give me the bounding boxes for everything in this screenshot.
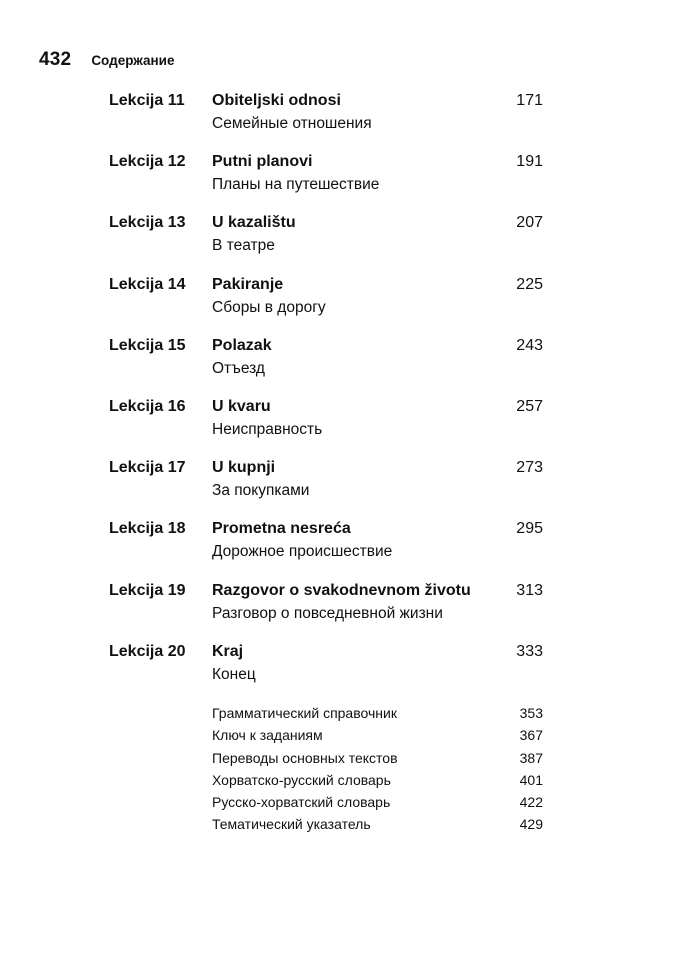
toc-entry-lesson-16[interactable] xyxy=(0,397,681,458)
toc-entry-russian-croatian-dictionary[interactable] xyxy=(0,793,681,815)
lesson-title: Razgovor o svakodnevnom životu xyxy=(212,581,471,599)
lesson-subtitle: Отъезд xyxy=(212,359,265,377)
toc-entry-lesson-15[interactable] xyxy=(0,336,681,397)
lesson-label: Lekcija 16 xyxy=(109,397,186,415)
lesson-title: Prometna nesreća xyxy=(212,520,351,538)
lesson-label: Lekcija 13 xyxy=(109,214,186,232)
lesson-subtitle: Конец xyxy=(212,665,256,683)
lesson-title: U kvaru xyxy=(212,397,271,415)
appendix-page-number: 367 xyxy=(519,727,543,744)
appendix-page-number: 429 xyxy=(519,816,543,833)
lesson-label: Lekcija 15 xyxy=(109,336,186,354)
lesson-page-number: 295 xyxy=(516,520,543,538)
lesson-title: Pakiranje xyxy=(212,275,284,293)
toc-entry-text-translations[interactable] xyxy=(0,749,681,771)
lesson-subtitle: Дорожное происшествие xyxy=(212,543,393,561)
lesson-page-number: 273 xyxy=(516,459,543,477)
toc-entry-croatian-russian-dictionary[interactable] xyxy=(0,771,681,793)
lesson-subtitle: Сборы в дорогу xyxy=(212,298,326,316)
lesson-subtitle: Неисправность xyxy=(212,420,323,438)
lesson-label: Lekcija 20 xyxy=(109,642,186,660)
toc-entry-grammar-reference[interactable] xyxy=(0,704,681,726)
appendix-page-number: 353 xyxy=(519,705,543,721)
page-header xyxy=(39,49,174,71)
lesson-label: Lekcija 18 xyxy=(109,520,186,538)
lesson-page-number: 191 xyxy=(516,153,543,171)
lesson-subtitle: Разговор о повседневной жизни xyxy=(212,604,443,622)
appendix-label: Русско-хорватский словарь xyxy=(212,794,391,811)
appendix-label: Ключ к заданиям xyxy=(212,727,323,744)
lesson-page-number: 207 xyxy=(516,214,543,232)
toc-entry-lesson-19[interactable] xyxy=(0,581,681,642)
appendix-label: Переводы основных текстов xyxy=(212,749,398,766)
toc-entry-lesson-11[interactable] xyxy=(0,91,681,152)
lesson-page-number: 225 xyxy=(516,275,543,293)
lesson-label: Lekcija 14 xyxy=(109,275,186,293)
toc-entry-lesson-20[interactable] xyxy=(0,642,681,703)
appendix-label: Тематический указатель xyxy=(212,816,371,833)
section-title: Содержание xyxy=(91,53,175,68)
toc-entry-answer-key[interactable] xyxy=(0,726,681,748)
lesson-title: U kazalištu xyxy=(212,214,296,232)
page-number: 432 xyxy=(39,49,72,70)
lesson-subtitle: Семейные отношения xyxy=(212,115,372,132)
lesson-label: Lekcija 12 xyxy=(109,153,186,171)
lesson-page-number: 171 xyxy=(516,92,543,109)
appendix-page-number: 387 xyxy=(519,749,543,766)
lesson-subtitle: За покупками xyxy=(212,482,310,500)
appendix-label: Хорватско-русский словарь xyxy=(212,771,391,788)
lesson-title: Kraj xyxy=(212,642,244,660)
lesson-subtitle: В театре xyxy=(212,237,275,255)
toc-entry-lesson-12[interactable] xyxy=(0,152,681,213)
appendix-list xyxy=(0,704,681,838)
lesson-subtitle: Планы на путешествие xyxy=(212,176,380,194)
lesson-label: Lekcija 19 xyxy=(109,581,186,599)
appendix-page-number: 422 xyxy=(519,794,543,811)
toc-entry-lesson-18[interactable] xyxy=(0,519,681,580)
lesson-page-number: 313 xyxy=(516,581,543,599)
lesson-title: Obiteljski odnosi xyxy=(212,92,341,109)
lesson-list xyxy=(0,91,681,703)
lesson-title: Putni planovi xyxy=(212,153,313,171)
appendix-label: Грамматический справочник xyxy=(212,705,397,721)
appendix-page-number: 401 xyxy=(519,771,543,788)
toc-entry-lesson-14[interactable] xyxy=(0,275,681,336)
lesson-title: Polazak xyxy=(212,336,272,354)
toc-entry-lesson-17[interactable] xyxy=(0,458,681,519)
lesson-page-number: 333 xyxy=(516,642,543,660)
lesson-page-number: 257 xyxy=(516,397,543,415)
toc-entry-lesson-13[interactable] xyxy=(0,213,681,274)
lesson-label: Lekcija 17 xyxy=(109,459,186,477)
toc-entry-subject-index[interactable] xyxy=(0,815,681,837)
lesson-page-number: 243 xyxy=(516,336,543,354)
lesson-title: U kupnji xyxy=(212,459,276,477)
lesson-label: Lekcija 11 xyxy=(109,92,185,109)
